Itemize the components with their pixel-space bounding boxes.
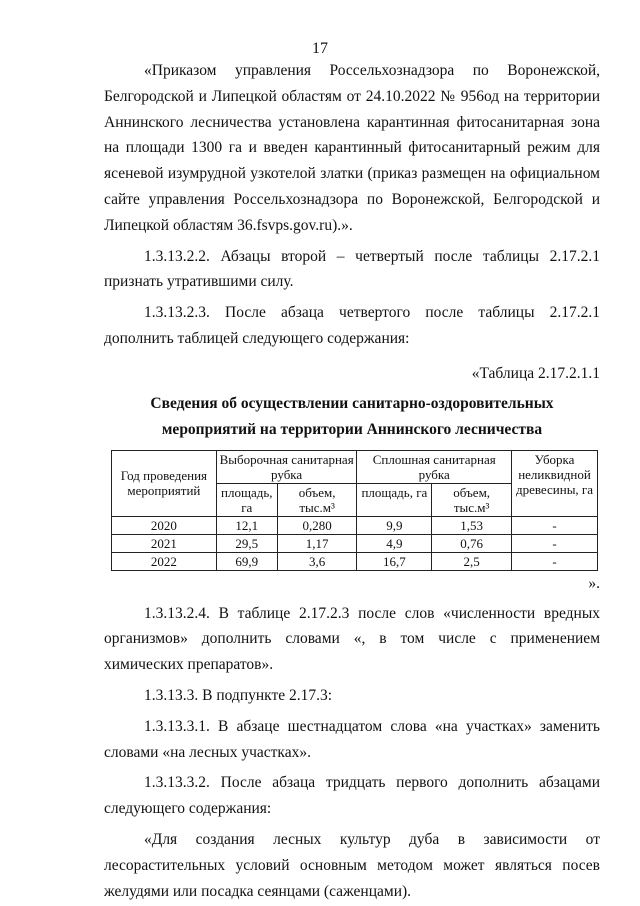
paragraph-order-quote: «Приказом управления Россельхознадзора по Воронежской, Белгородской и Липецкой областям от 24.10.2022 № 956од на территории Аннинского лесничества установлена карантинная фитосанитарная зона на площади 1300 га и введен карантинный фитосанитарный режим для ясеневой изумрудной узкотелой златки (приказ размещен на официальном сайте управления Россельхознадзора по Воронежской, Белгородской и Липецкой областям 36.fsvps.gov.ru).». bbox=[104, 62, 600, 234]
paragraph-1-3-13-2-4: 1.3.13.2.4. В таблице 2.17.2.3 после слов «численности вредных организмов» дополнить словами «, в том числе с применением химических препаратов». bbox=[104, 604, 600, 674]
table-cell: 0,76 bbox=[432, 534, 512, 552]
table-cell: 69,9 bbox=[216, 552, 277, 570]
header-year: Год проведения мероприятий bbox=[112, 450, 217, 516]
table-cell: 9,9 bbox=[357, 516, 432, 534]
table-row bbox=[112, 516, 598, 534]
table-heading: Сведения об осуществлении санитарно-оздоровительных мероприятий на территории Аннинского лесничества bbox=[150, 394, 554, 438]
subheader-volume: объем, тыс.м³ bbox=[277, 483, 357, 516]
subheader-area: площадь, га bbox=[216, 483, 277, 516]
table-cell: 29,5 bbox=[216, 534, 277, 552]
table-cell: 16,7 bbox=[357, 552, 432, 570]
table-cell: 1,17 bbox=[277, 534, 357, 552]
header-selective-cutting: Выборочная санитарная рубка bbox=[216, 450, 357, 483]
table-closing-quote: ». bbox=[588, 574, 600, 592]
table-label: «Таблица 2.17.2.1.1 bbox=[471, 364, 600, 382]
table-cell: 12,1 bbox=[216, 516, 277, 534]
paragraph-1-3-13-3-2: 1.3.13.3.2. После абзаца тридцать первого дополнить абзацами следующего содержания: bbox=[104, 774, 600, 818]
table-row bbox=[112, 552, 598, 570]
table-row bbox=[112, 534, 598, 552]
table-cell: - bbox=[512, 534, 598, 552]
paragraph-1-3-13-3: 1.3.13.3. В подпункте 2.17.3: bbox=[144, 686, 333, 704]
document-body bbox=[104, 58, 600, 904]
table-header-row bbox=[112, 450, 598, 483]
table-cell: 2022 bbox=[112, 552, 217, 570]
header-clear-cutting: Сплошная санитарная рубка bbox=[357, 450, 512, 483]
header-cleanup: Уборка неликвидной древесины, га bbox=[512, 450, 598, 516]
paragraph-1-3-13-2-3: 1.3.13.2.3. После абзаца четвертого после таблицы 2.17.2.1 дополнить таблицей следующего содержания: bbox=[104, 304, 600, 347]
subheader-area: площадь, га bbox=[357, 483, 432, 516]
table-cell: 2021 bbox=[112, 534, 217, 552]
paragraph-1-3-13-3-1: 1.3.13.3.1. В абзаце шестнадцатом слова «на участках» заменить словами «на лесных участках». bbox=[104, 717, 600, 761]
table-cell: 2,5 bbox=[432, 552, 512, 570]
table-cell: 2020 bbox=[112, 516, 217, 534]
subheader-volume: объем, тыс.м³ bbox=[432, 483, 512, 516]
table-cell: 3,6 bbox=[277, 552, 357, 570]
table-cell: 1,53 bbox=[432, 516, 512, 534]
table-cell: 4,9 bbox=[357, 534, 432, 552]
sanitary-measures-table bbox=[111, 450, 598, 571]
page-number: 17 bbox=[312, 40, 328, 57]
paragraph-oak-cultures: «Для создания лесных культур дуба в зависимости от лесорастительных условий основным методом может являться посев желудями или посадка сеянцами (саженцами). bbox=[104, 830, 600, 900]
table-cell: 0,280 bbox=[277, 516, 357, 534]
paragraph-1-3-13-2-2: 1.3.13.2.2. Абзацы второй – четвертый после таблицы 2.17.2.1 признать утратившими силу. bbox=[104, 247, 600, 291]
table-cell: - bbox=[512, 552, 598, 570]
table-cell: - bbox=[512, 516, 598, 534]
